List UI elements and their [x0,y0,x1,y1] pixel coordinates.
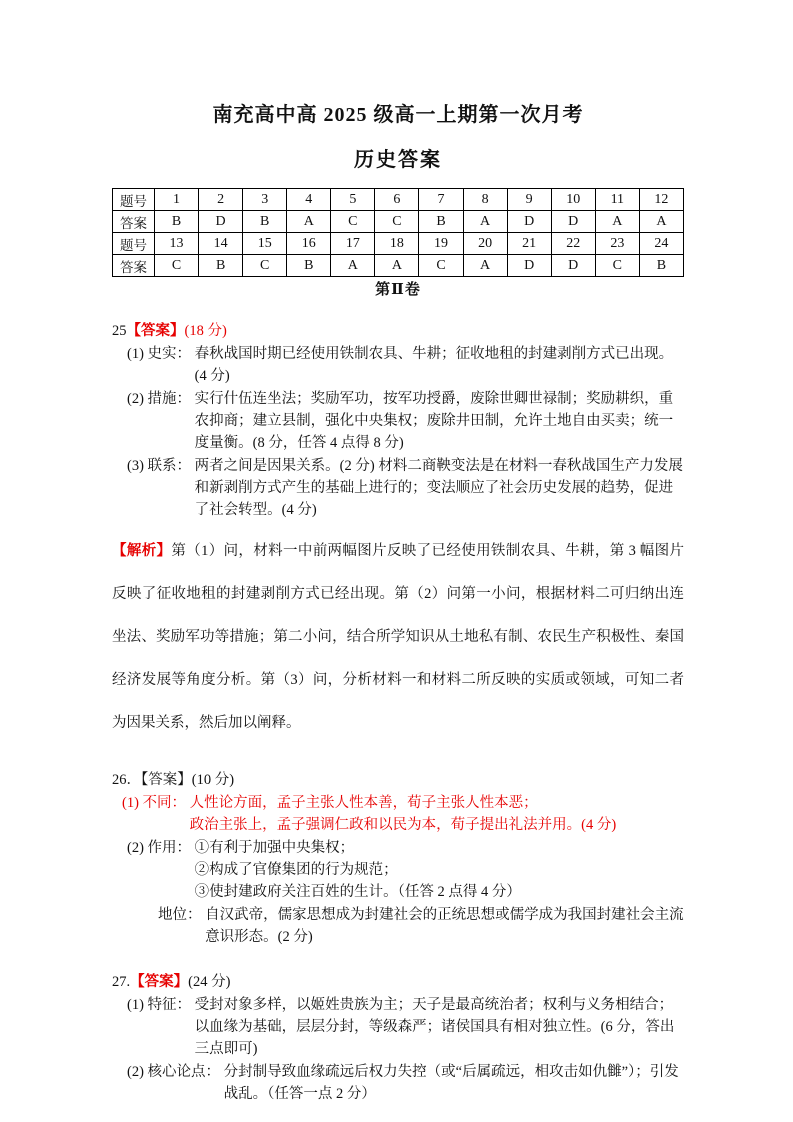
answer-tag: 【答案】 [141,772,192,788]
answer-item [112,904,684,948]
diff-line-politics: 政治主张上，孟子强调仁政和以民为本，荀子提出礼法并用。(4 分) [189,817,617,833]
table-label-cell: 答案 [113,211,155,233]
question-25-header [112,320,684,342]
question-number-cell: 5 [331,189,375,211]
diff-line-human-nature: 人性论方面，孟子主张人性本善，荀子主张人性本恶； [189,795,538,811]
item-label: (2) 作用： [127,840,192,856]
question-number-cell: 7 [419,189,463,211]
role-point-3: ③使封建政府关注百姓的生计。（任答 2 点得 4 分） [194,884,521,900]
answer-cell: A [331,255,375,277]
answer-cell: D [551,211,595,233]
question-number-cell: 21 [507,233,551,255]
item-text [190,792,684,836]
question-number: 27. [112,974,131,990]
question-number-cell: 2 [199,189,243,211]
question-number-cell: 14 [199,233,243,255]
answer-tag: 【答案】 [126,323,185,339]
question-number-cell: 6 [375,189,419,211]
answer-key-table [112,188,684,277]
item-label: (2) 措施： [127,391,192,407]
answer-item [112,388,684,454]
score-label: (18 分) [184,323,227,339]
table-label-cell: 题号 [113,189,155,211]
answer-cell: C [243,255,287,277]
question-number-cell: 4 [287,189,331,211]
question-number-cell: 16 [287,233,331,255]
answer-item [112,1061,684,1105]
answer-cell: D [507,255,551,277]
question-number-cell: 17 [331,233,375,255]
question-number-cell: 18 [375,233,419,255]
answer-cell: D [551,255,595,277]
answer-cell: B [155,211,199,233]
item-label: (2) 核心论点： [127,1064,221,1080]
table-row [113,233,684,255]
answer-cell: A [375,255,419,277]
answer-cell: C [375,211,419,233]
analysis-text: 第（1）问，材料一中前两幅图片反映了已经使用铁制农具、牛耕，第 3 幅图片反映了征收地租的封建剥削方式已经出现。第（2）问第一小问，根据材料二可归纳出连坐法、奖励军功等措施；第二小问，结合所学知识从土地私有制、农民生产积极性、秦国经济发展等角度分析。第（3）问，分析材料一和材料二所反映的实质或领域，可知二者为因果关系，然后加以阐释。 [112,543,685,731]
question-27-answer-block [112,971,684,1105]
score-label: (10 分) [191,772,235,788]
item-text: 实行什伍连坐法；奖励军功，按军功授爵，废除世卿世禄制；奖励耕织，重农抑商；建立县制，强化中央集权；废除井田制，允许土地自由买卖；统一度量衡。(8 分，任答 4 点得 8 分) [194,391,674,451]
answer-cell: D [199,211,243,233]
question-number-cell: 19 [419,233,463,255]
question-number-cell: 22 [551,233,595,255]
answer-cell: B [243,211,287,233]
question-number-cell: 3 [243,189,287,211]
answer-item [112,994,684,1060]
document-content [112,98,684,1105]
question-27-header [112,971,684,993]
answer-cell: C [155,255,199,277]
analysis-paragraph [112,530,684,745]
analysis-tag: 【解析】 [112,543,172,559]
answer-cell: A [287,211,331,233]
answer-item [112,343,684,387]
question-number-cell: 20 [463,233,507,255]
answer-cell: B [419,211,463,233]
item-label: (1) 特征： [127,997,192,1013]
answer-tag: 【答案】 [130,974,189,990]
score-label: (24 分) [188,974,231,990]
question-25-answer-block [112,320,684,745]
answer-item [112,455,684,521]
question-number: 25 [112,323,127,339]
question-number-cell: 11 [595,189,639,211]
item-text: 受封对象多样，以姬姓贵族为主；天子是最高统治者；权利与义务相结合；以血缘为基础，层层分封，等级森严；诸侯国具有相对独立性。(6 分，答出三点即可) [194,997,675,1057]
answer-item [112,837,684,903]
answer-cell: B [639,255,683,277]
question-number-cell: 1 [155,189,199,211]
item-text: 两者之间是因果关系。(2 分) 材料二商鞅变法是在材料一春秋战国生产力发展和新剥削方式产生的基础上进行的；变法顺应了社会历史发展的趋势，促进了社会转型。(4 分) [194,458,683,518]
question-number-cell: 12 [639,189,683,211]
table-row [113,211,684,233]
question-number-cell: 23 [595,233,639,255]
question-26-header [112,769,684,791]
question-26-answer-block [112,769,684,948]
document-subtitle: 历史答案 [354,149,442,171]
answer-cell: B [199,255,243,277]
part2-header: 第Ⅱ卷 [375,282,421,298]
answer-cell: A [595,211,639,233]
answer-cell: B [287,255,331,277]
item-label: (1) 不同： [122,795,187,811]
item-label: 地位： [158,907,202,923]
role-point-2: ②构成了官僚集团的行为规范； [194,862,398,878]
answer-cell: C [331,211,375,233]
table-row [113,255,684,277]
answer-cell: A [639,211,683,233]
answer-cell: C [595,255,639,277]
question-number-cell: 9 [507,189,551,211]
item-text: 分封制导致血缘疏远后权力失控（或“后属疏远，相攻击如仇雠”）；引发战乱。（任答一点 2 分） [223,1064,679,1102]
item-label: (1) 史实： [127,346,192,362]
answer-cell: A [463,255,507,277]
item-text: 春秋战国时期已经使用铁制农具、牛耕；征收地租的封建剥削方式已出现。(4 分) [194,346,674,384]
item-label: (3) 联系： [127,458,192,474]
question-number-cell: 13 [155,233,199,255]
answer-cell: A [463,211,507,233]
role-point-1: ①有利于加强中央集权； [194,840,355,856]
question-number-cell: 24 [639,233,683,255]
item-text: 自汉武帝，儒家思想成为封建社会的正统思想或儒学成为我国封建社会主流意识形态。(2 分) [205,907,684,945]
question-number-cell: 10 [551,189,595,211]
question-number-cell: 8 [463,189,507,211]
question-number: 26． [112,772,141,788]
table-row [113,189,684,211]
answer-cell: C [419,255,463,277]
item-text [195,837,684,903]
table-label-cell: 题号 [113,233,155,255]
question-number-cell: 15 [243,233,287,255]
answer-cell: D [507,211,551,233]
table-label-cell: 答案 [113,255,155,277]
document-title: 南充高中高 2025 级高一上期第一次月考 [212,104,584,126]
answer-item [112,792,684,836]
